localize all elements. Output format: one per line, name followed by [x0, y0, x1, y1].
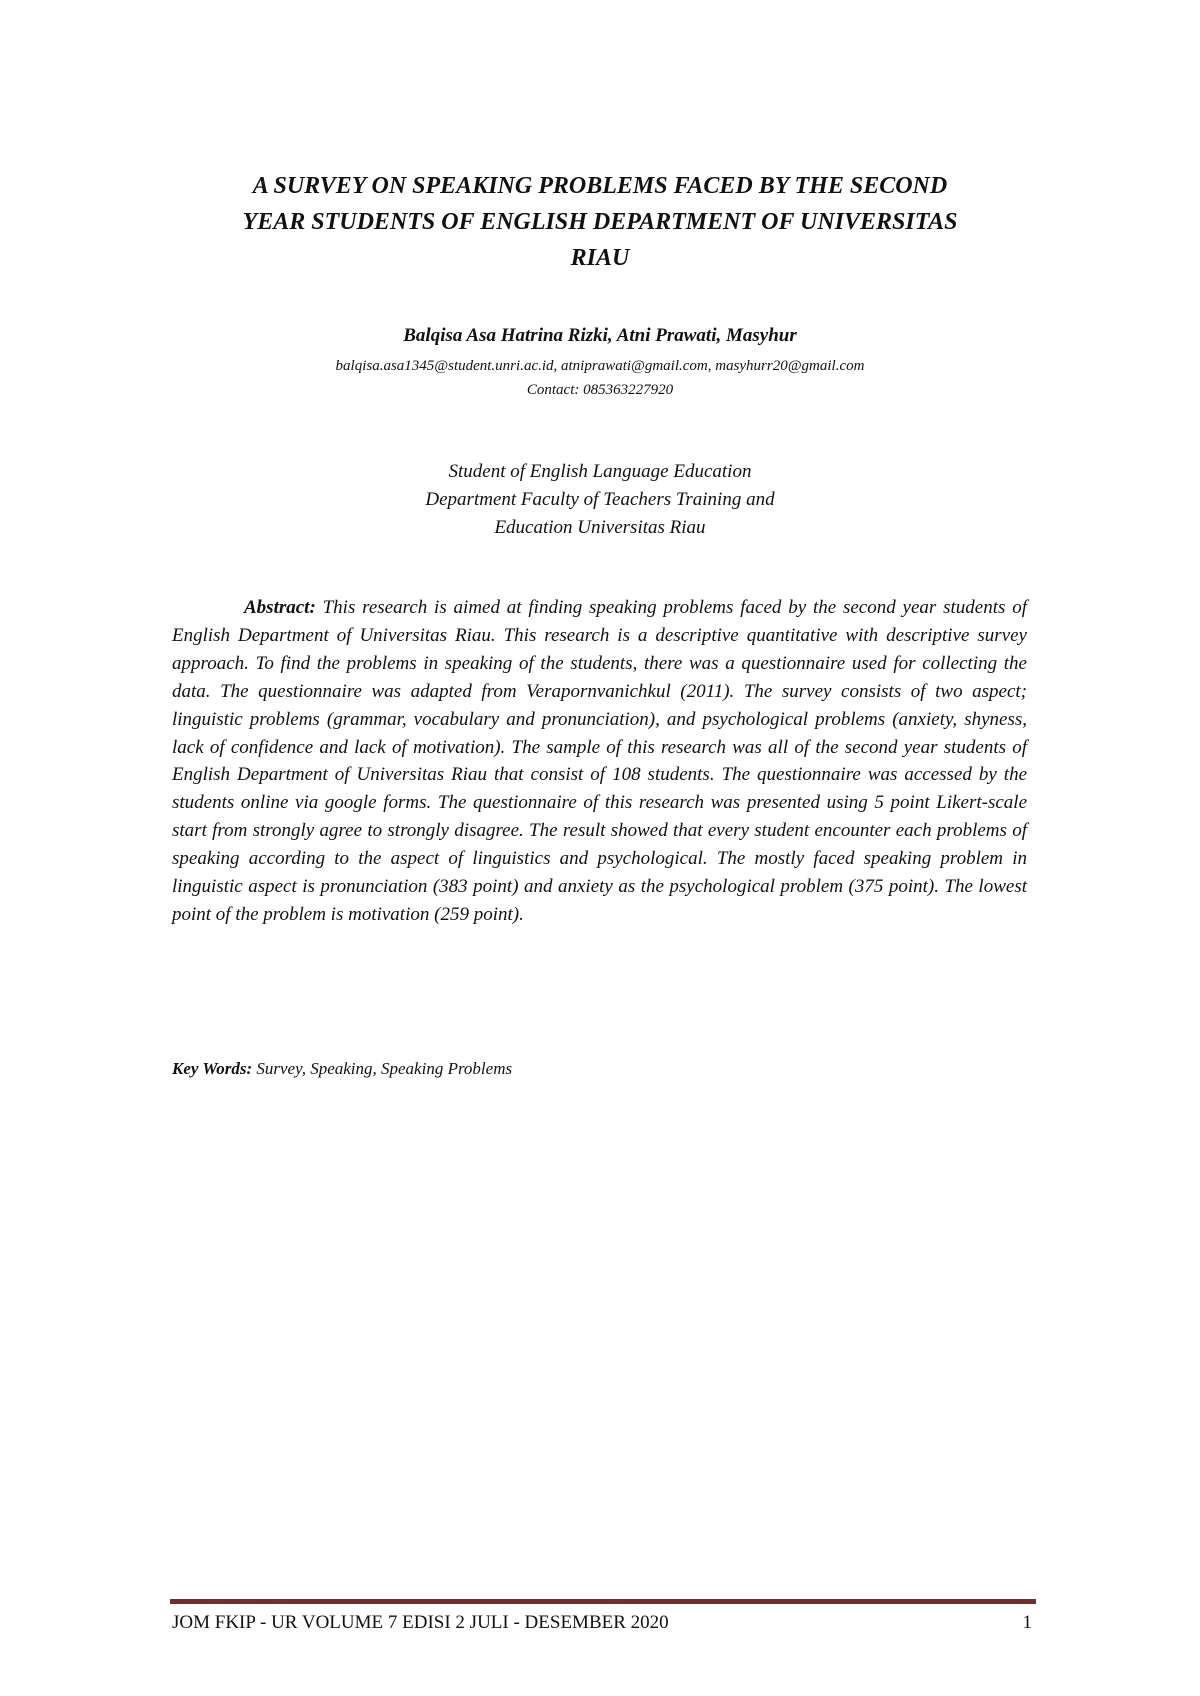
- footer-rule: [170, 1599, 1036, 1604]
- contact-number: Contact: 085363227920: [526, 382, 674, 398]
- title-line-3: RIAU: [570, 245, 630, 271]
- abstract-paragraph: [172, 594, 1027, 929]
- affiliation-line-1: Student of English Language Education: [448, 461, 752, 482]
- affiliation: [170, 458, 1030, 542]
- page-number: 1: [1022, 1612, 1032, 1633]
- author-names: Balqisa Asa Hatrina Rizki, Atni Prawati, Masyhur: [403, 325, 797, 346]
- keywords-text: Survey, Speaking, Speaking Problems: [256, 1059, 513, 1078]
- journal-footer: JOM FKIP - UR VOLUME 7 EDISI 2 JULI - DESEMBER 2020: [172, 1612, 669, 1633]
- keywords: [172, 1057, 1027, 1081]
- paper-title: [170, 168, 1030, 276]
- keywords-label: Key Words:: [172, 1059, 253, 1078]
- abstract-text: This research is aimed at finding speaking problems faced by the second year students of English Department of Universitas Riau. This research is a descriptive quantitative with descriptive survey approach. To find the problems in speaking of the students, there was a questionnaire used for collecting the data. The questionnaire was adapted from Verapornvanichkul (2011). The survey consists of two aspect; linguistic problems (grammar, vocabulary and pronunciation), and psychological problems (anxiety, shyness, lack of confidence and lack of motivation). The sample of this research was all of the second year students of English Department of Universitas Riau that consist of 108 students. The questionnaire was accessed by the students online via google forms. The questionnaire of this research was presented using 5 point Likert-scale start from strongly agree to strongly disagree. The result showed that every student encounter each problems of speaking according to the aspect of linguistics and psychological. The mostly faced speaking problem in linguistic aspect is pronunciation (383 point) and anxiety as the psychological problem (375 point). The lowest point of the problem is motivation (259 point).: [172, 597, 1027, 925]
- title-line-1: A SURVEY ON SPEAKING PROBLEMS FACED BY THE SECOND: [252, 173, 948, 199]
- author-emails: balqisa.asa1345@student.unri.ac.id, atniprawati@gmail.com, masyhurr20@gmail.com: [335, 358, 865, 374]
- affiliation-line-2: Department Faculty of Teachers Training and: [425, 489, 775, 510]
- affiliation-line-3: Education Universitas Riau: [494, 517, 706, 538]
- title-line-2: YEAR STUDENTS OF ENGLISH DEPARTMENT OF UNIVERSITAS: [242, 209, 958, 235]
- abstract-label: Abstract:: [244, 597, 316, 618]
